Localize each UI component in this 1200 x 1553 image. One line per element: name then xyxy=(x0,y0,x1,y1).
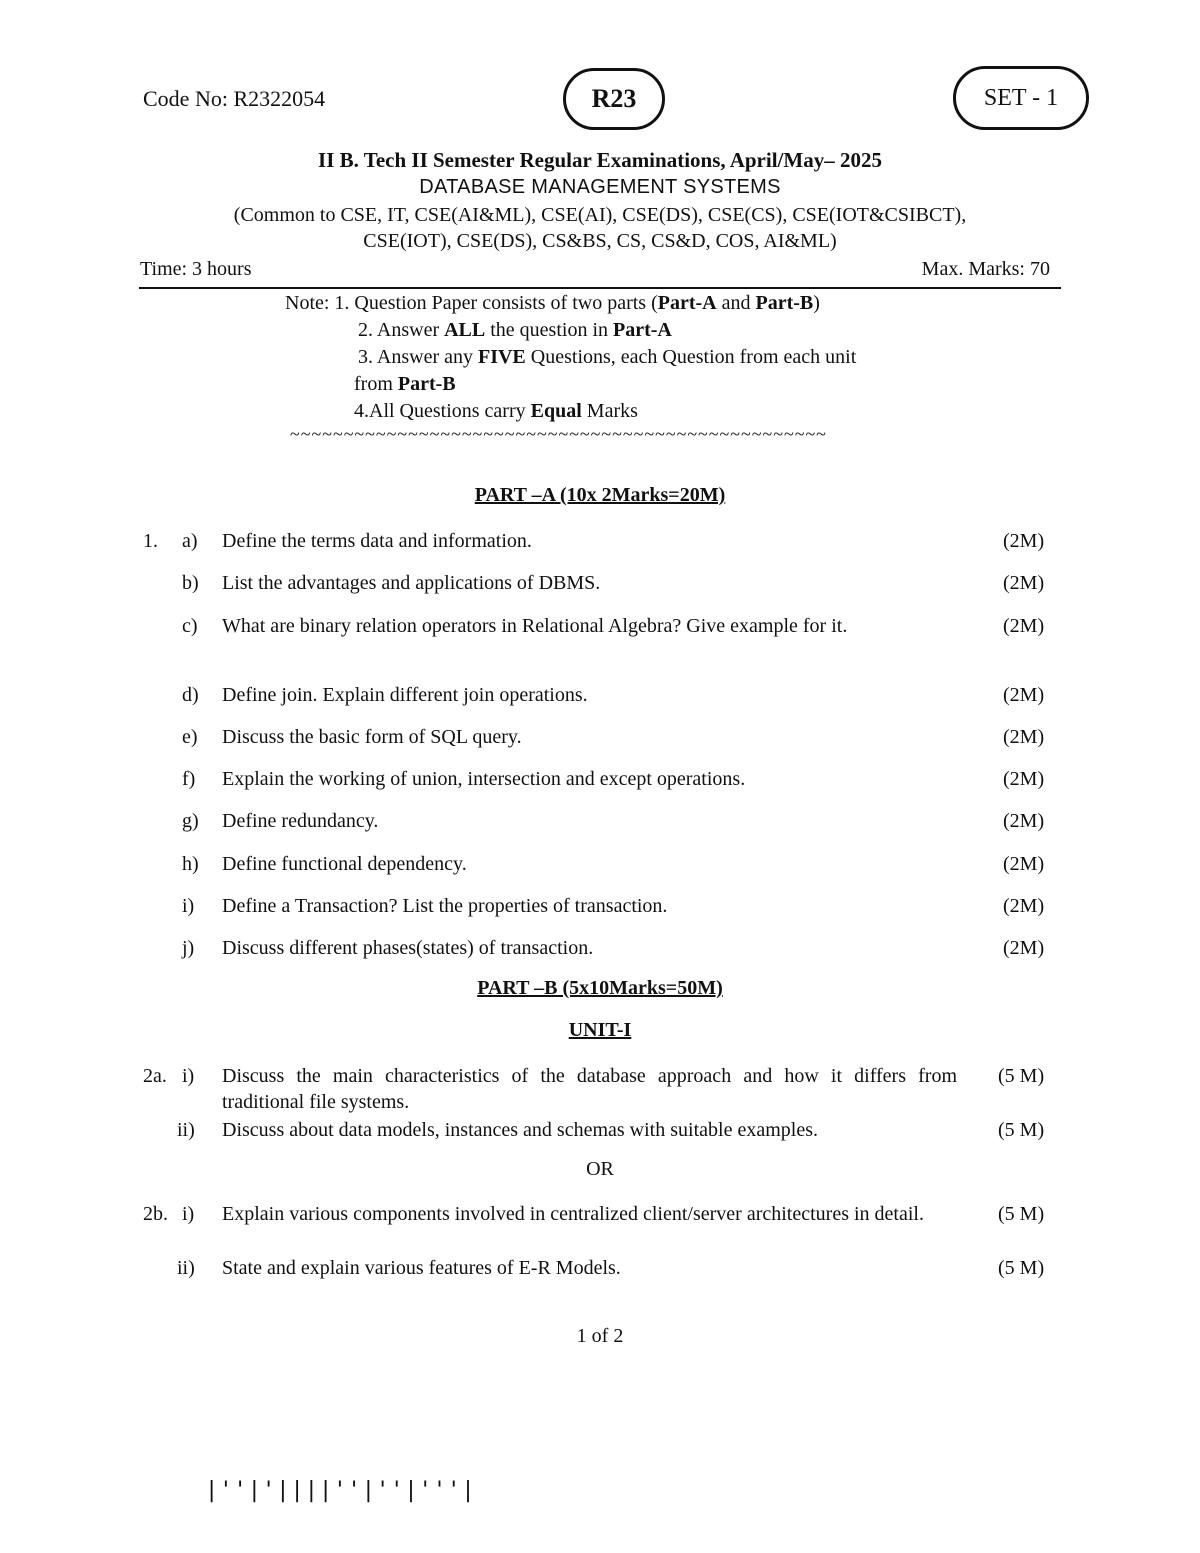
question-text: Explain the working of union, intersection and except operations. xyxy=(222,768,746,790)
max-marks: Max. Marks: 70 xyxy=(921,258,1050,280)
question-marks: (2M) xyxy=(1003,684,1045,706)
note-4: 4.All Questions carry Equal Marks xyxy=(354,400,638,422)
question-2b-i-label: i) xyxy=(182,1203,195,1225)
code-number: Code No: R2322054 xyxy=(143,86,326,111)
part-a-heading: PART –A (10x 2Marks=20M) xyxy=(474,484,726,506)
question-text: Discuss the basic form of SQL query. xyxy=(222,726,522,748)
exam-title: II B. Tech II Semester Regular Examinations, April/May– 2025 xyxy=(318,148,882,172)
question-text: Discuss different phases(states) of transaction. xyxy=(222,937,594,959)
question-letter: i) xyxy=(182,895,195,917)
question-text: List the advantages and applications of DBMS. xyxy=(222,572,601,594)
question-2a-ii-marks: (5 M) xyxy=(998,1119,1045,1141)
common-branches-line-2: CSE(IOT), CSE(DS), CS&BS, CS, CS&D, COS, AI&ML) xyxy=(363,230,837,252)
note-3: 3. Answer any FIVE Questions, each Question from each unit xyxy=(358,346,857,368)
question-1-number: 1. xyxy=(143,530,158,552)
question-marks: (2M) xyxy=(1003,853,1045,875)
common-branches-line-1: (Common to CSE, IT, CSE(AI&ML), CSE(AI), CSE(DS), CSE(CS), CSE(IOT&CSIBCT), xyxy=(233,204,967,226)
question-marks: (2M) xyxy=(1003,768,1045,790)
question-marks: (2M) xyxy=(1003,726,1045,748)
question-marks: (2M) xyxy=(1003,615,1045,637)
question-marks: (2M) xyxy=(1003,895,1045,917)
or-separator: OR xyxy=(586,1158,614,1180)
question-2b-ii-label: ii) xyxy=(177,1257,195,1279)
question-letter: j) xyxy=(182,937,195,959)
question-marks: (2M) xyxy=(1003,810,1045,832)
note-3-continued: from Part-B xyxy=(354,373,456,395)
tilde-separator: ~~~~~~~~~~~~~~~~~~~~~~~~~~~~~~~~~~~~~~~~~~~~~~~~~~ xyxy=(290,424,827,444)
question-letter: g) xyxy=(182,810,199,832)
question-letter: f) xyxy=(182,768,196,790)
question-letter: d) xyxy=(182,684,199,706)
question-2b-i-text: Explain various components involved in centralized client/server architectures in detail. xyxy=(222,1203,924,1225)
regulation-badge: R23 xyxy=(563,68,665,130)
question-marks: (2M) xyxy=(1003,530,1045,552)
question-text: Define the terms data and information. xyxy=(222,530,532,552)
barcode: |''|'||||''|''|'''| xyxy=(205,1478,476,1503)
header-divider xyxy=(139,287,1061,289)
question-letter: a) xyxy=(182,530,198,552)
note-1: Note: 1. Question Paper consists of two parts (Part-A and Part-B) xyxy=(285,292,820,314)
question-2b-i-marks: (5 M) xyxy=(998,1203,1045,1225)
question-2a-i-marks: (5 M) xyxy=(998,1065,1045,1087)
question-letter: h) xyxy=(182,853,199,875)
question-2a-ii-text: Discuss about data models, instances and schemas with suitable examples. xyxy=(222,1119,818,1141)
subject-title: DATABASE MANAGEMENT SYSTEMS xyxy=(419,176,781,198)
question-2a-i-text: Discuss the main characteristics of the database approach and how it differs from traditional file systems. xyxy=(222,1065,957,1113)
question-2a-i-label: i) xyxy=(182,1065,195,1087)
question-text: Define a Transaction? List the properties of transaction. xyxy=(222,895,668,917)
question-2b-ii-text: State and explain various features of E-R Models. xyxy=(222,1257,621,1279)
question-letter: b) xyxy=(182,572,199,594)
part-b-heading: PART –B (5x10Marks=50M) xyxy=(477,977,723,999)
question-marks: (2M) xyxy=(1003,572,1045,594)
question-letter: e) xyxy=(182,726,198,748)
question-2a-ii-label: ii) xyxy=(177,1119,195,1141)
question-2a-number: 2a. xyxy=(143,1065,167,1087)
question-text: What are binary relation operators in Relational Algebra? Give example for it. xyxy=(222,615,848,637)
exam-time: Time: 3 hours xyxy=(140,258,252,280)
page-number: 1 of 2 xyxy=(576,1325,624,1347)
question-text: Define join. Explain different join operations. xyxy=(222,684,588,706)
question-marks: (2M) xyxy=(1003,937,1045,959)
question-letter: c) xyxy=(182,615,198,637)
question-text: Define functional dependency. xyxy=(222,853,467,875)
set-badge: SET - 1 xyxy=(953,66,1089,130)
question-text: Define redundancy. xyxy=(222,810,379,832)
question-2b-ii-marks: (5 M) xyxy=(998,1257,1045,1279)
note-2: 2. Answer ALL the question in Part-A xyxy=(358,319,672,341)
unit-heading: UNIT-I xyxy=(568,1019,632,1041)
question-2b-number: 2b. xyxy=(143,1203,168,1225)
